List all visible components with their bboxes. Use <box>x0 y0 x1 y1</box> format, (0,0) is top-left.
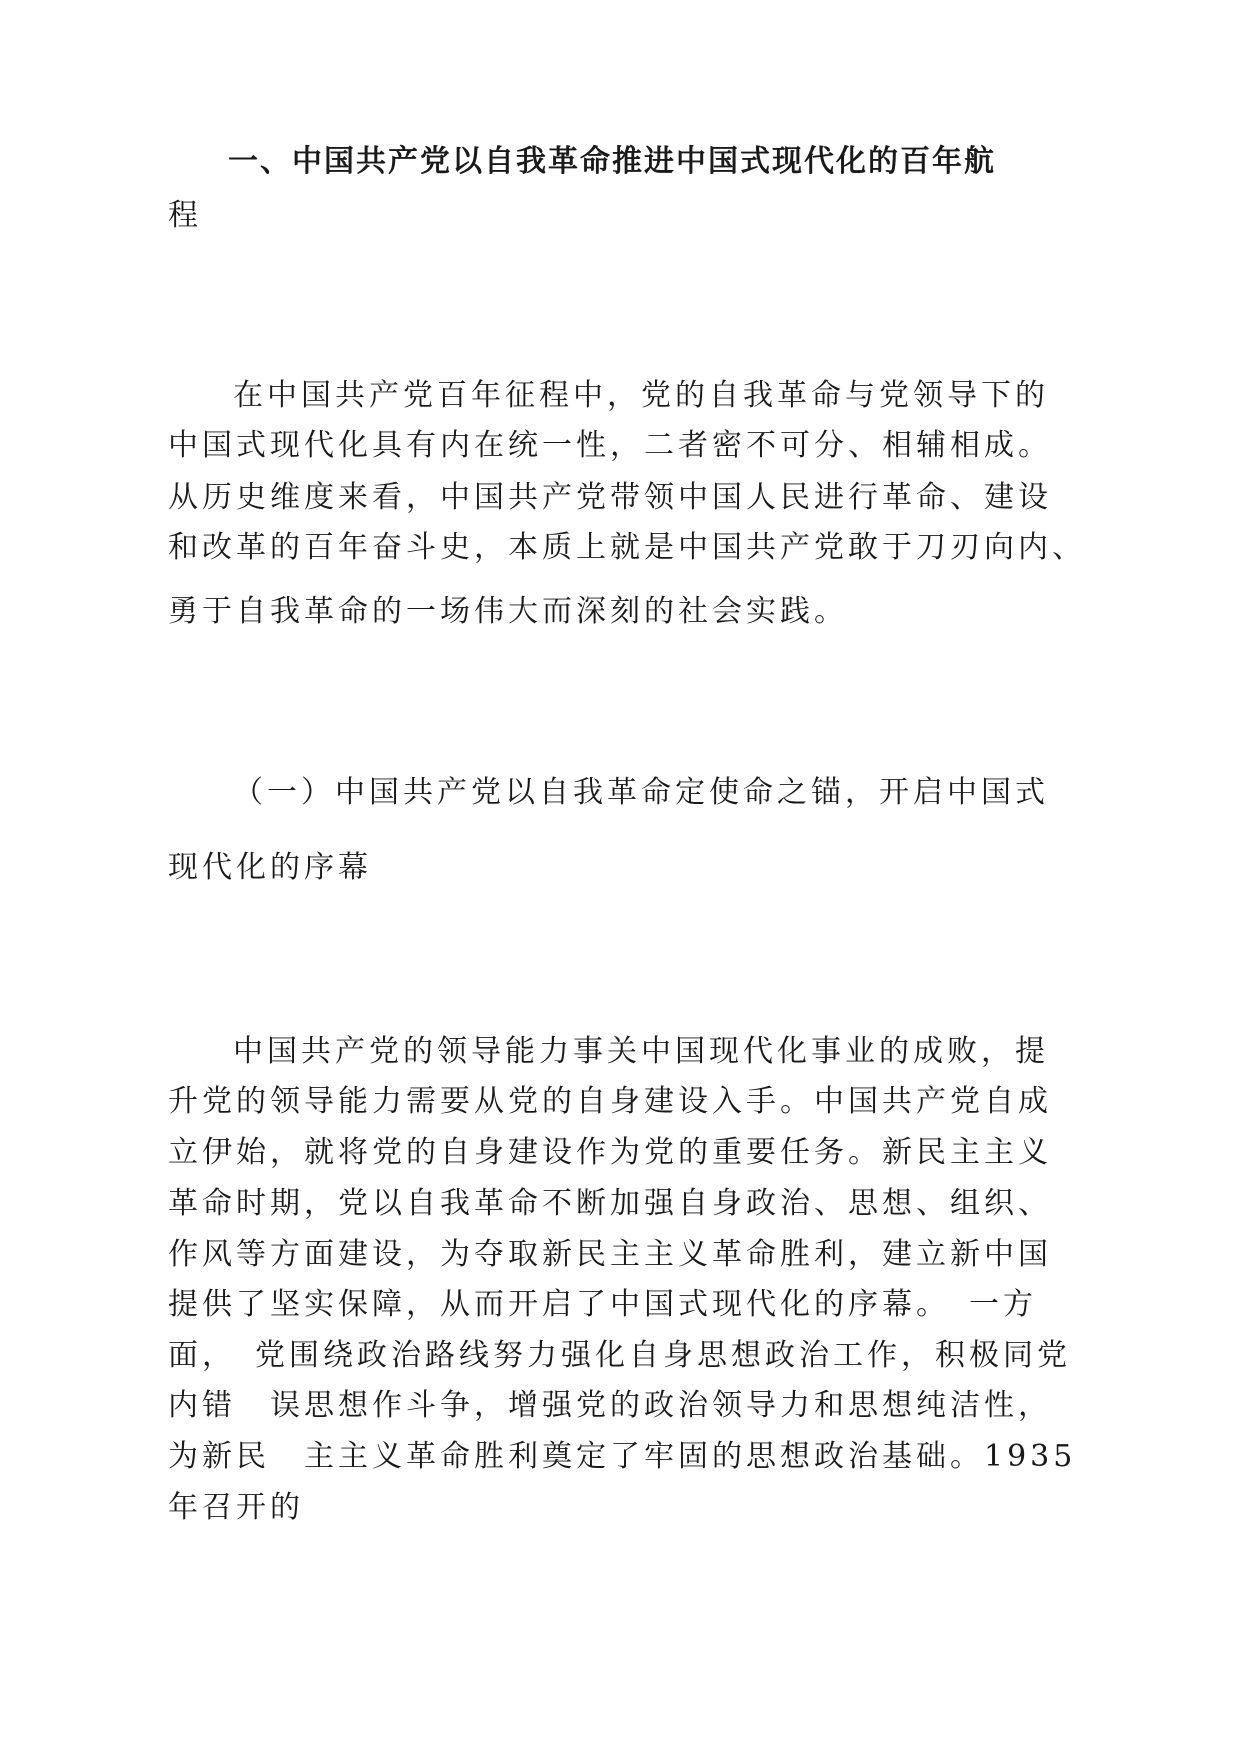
section-heading-line-1: 一、中国共产党以自我革命推进中国式现代化的百年航 <box>228 144 996 179</box>
section-heading-line-2: 程 <box>168 198 202 233</box>
paragraph-2-line-9: 为新民 主主义革命胜利奠定了牢固的思想政治基础。1935 <box>168 1439 1077 1474</box>
paragraph-2-line-3: 立伊始，就将党的自身建设作为党的重要任务。新民主主义 <box>168 1135 1052 1170</box>
subheading-line-1: （一）中国共产党以自我革命定使命之锚，开启中国式 <box>233 775 1049 810</box>
paragraph-2-line-2: 升党的领导能力需要从党的自身建设入手。中国共产党自成 <box>168 1084 1052 1119</box>
paragraph-1-line-1: 在中国共产党百年征程中，党的自我革命与党领导下的 <box>233 378 1049 413</box>
paragraph-2-line-5: 作风等方面建设，为夺取新民主主义革命胜利，建立新中国 <box>168 1237 1052 1272</box>
subheading-line-2: 现代化的序幕 <box>168 850 372 885</box>
paragraph-2-line-6: 提供了坚实保障，从而开启了中国式现代化的序幕。 一方 <box>168 1287 1037 1322</box>
paragraph-1-line-4: 和改革的百年奋斗史，本质上就是中国共产党敢于刀刃向内、 <box>168 530 1086 565</box>
paragraph-1-line-3: 从历史维度来看，中国共产党带领中国人民进行革命、建设 <box>168 480 1052 515</box>
paragraph-2-line-4: 革命时期，党以自我革命不断加强自身政治、思想、组织、 <box>168 1186 1052 1221</box>
paragraph-1-line-5: 勇于自我革命的一场伟大而深刻的社会实践。 <box>168 594 848 629</box>
paragraph-1-line-2: 中国式现代化具有内在统一性，二者密不可分、相辅相成。 <box>168 428 1052 463</box>
paragraph-2-line-10: 年召开的 <box>168 1490 304 1525</box>
paragraph-2-line-7: 面， 党围绕政治路线努力强化自身思想政治工作，积极同党 <box>168 1338 1071 1373</box>
paragraph-2-line-8: 内错 误思想作斗争，增强党的政治领导力和思想纯洁性， <box>168 1388 1052 1423</box>
paragraph-2-line-1: 中国共产党的领导能力事关中国现代化事业的成败，提 <box>233 1034 1049 1069</box>
